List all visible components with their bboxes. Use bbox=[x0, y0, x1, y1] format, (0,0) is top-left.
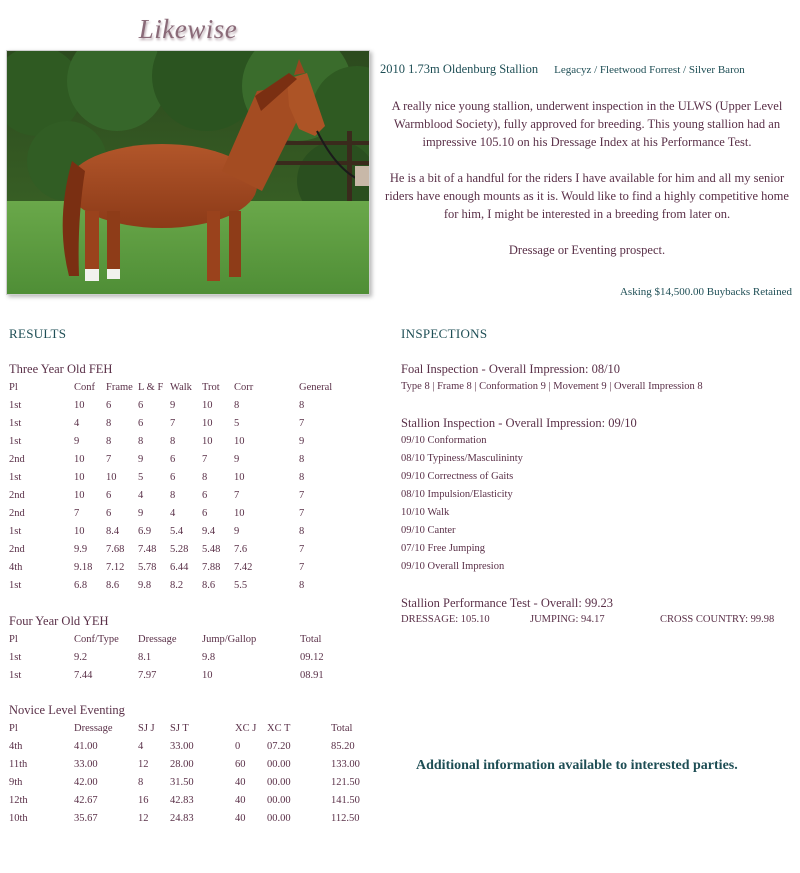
foal-inspection-scores: Type 8 | Frame 8 | Conformation 9 | Movement 9 | Overall Impression 8 bbox=[401, 381, 703, 392]
feh-cell: 9 bbox=[299, 435, 305, 447]
yeh-header-row bbox=[9, 630, 350, 648]
feh-cell: 2nd bbox=[9, 489, 25, 501]
results-heading: RESULTS bbox=[9, 326, 67, 341]
stallion-inspection-item: 09/10 Canter bbox=[401, 525, 456, 536]
yeh-cell: 09.12 bbox=[300, 651, 324, 663]
eventing-title: Novice Level Eventing bbox=[9, 703, 125, 717]
feh-cell: 8 bbox=[299, 471, 305, 483]
eventing-cell: 0 bbox=[235, 740, 241, 752]
yeh-cell: 8.1 bbox=[138, 651, 152, 663]
feh-row bbox=[9, 468, 349, 486]
eventing-cell: 28.00 bbox=[170, 758, 194, 770]
feh-cell: 6 bbox=[106, 399, 112, 411]
eventing-header-cell: SJ J bbox=[138, 722, 155, 734]
feh-cell: 10 bbox=[106, 471, 117, 483]
feh-cell: 10 bbox=[74, 489, 85, 501]
eventing-cell: 00.00 bbox=[267, 794, 291, 806]
feh-cell: 7 bbox=[299, 489, 305, 501]
feh-header-row bbox=[9, 378, 349, 396]
eventing-cell: 141.50 bbox=[331, 794, 360, 806]
feh-cell: 7 bbox=[234, 489, 240, 501]
feh-cell: 6.9 bbox=[138, 525, 152, 537]
performance-jumping: JUMPING: 94.17 bbox=[530, 614, 605, 625]
feh-cell: 5.48 bbox=[202, 543, 221, 555]
feh-cell: 8 bbox=[234, 399, 240, 411]
feh-cell: 8 bbox=[299, 453, 305, 465]
feh-cell: 7 bbox=[299, 561, 305, 573]
yeh-header-cell: Dressage bbox=[138, 633, 177, 645]
eventing-cell: 40 bbox=[235, 794, 246, 806]
stallion-inspection-item: 08/10 Typiness/Masculininty bbox=[401, 453, 523, 464]
yeh-row bbox=[9, 648, 350, 666]
eventing-cell: 40 bbox=[235, 812, 246, 824]
eventing-cell: 00.00 bbox=[267, 812, 291, 824]
feh-cell: 10 bbox=[234, 471, 245, 483]
feh-cell: 7 bbox=[74, 507, 80, 519]
feh-cell: 2nd bbox=[9, 507, 25, 519]
feh-cell: 8 bbox=[106, 417, 112, 429]
eventing-row bbox=[9, 809, 381, 827]
feh-row bbox=[9, 396, 349, 414]
feh-cell: 10 bbox=[74, 525, 85, 537]
eventing-cell: 12 bbox=[138, 812, 149, 824]
eventing-cell: 133.00 bbox=[331, 758, 360, 770]
eventing-header-row bbox=[9, 719, 381, 737]
yeh-title: Four Year Old YEH bbox=[9, 614, 109, 628]
feh-cell: 7.6 bbox=[234, 543, 248, 555]
yeh-header-cell: Conf/Type bbox=[74, 633, 119, 645]
eventing-cell: 35.67 bbox=[74, 812, 98, 824]
stallion-inspection-item: 10/10 Walk bbox=[401, 507, 450, 518]
eventing-header-cell: Dressage bbox=[74, 722, 113, 734]
feh-cell: 4th bbox=[9, 561, 23, 573]
yeh-cell: 1st bbox=[9, 669, 22, 681]
feh-cell: 9 bbox=[170, 399, 176, 411]
yeh-cell: 9.2 bbox=[74, 651, 88, 663]
horse-name-title: Likewise bbox=[138, 14, 238, 44]
eventing-cell: 12th bbox=[9, 794, 28, 806]
feh-cell: 9 bbox=[234, 453, 240, 465]
eventing-cell: 33.00 bbox=[170, 740, 194, 752]
eventing-cell: 16 bbox=[138, 794, 149, 806]
feh-cell: 4 bbox=[74, 417, 80, 429]
feh-header-cell: Pl bbox=[9, 381, 18, 393]
eventing-cell: 12 bbox=[138, 758, 149, 770]
feh-cell: 2nd bbox=[9, 453, 25, 465]
feh-cell: 10 bbox=[234, 507, 245, 519]
feh-cell: 8 bbox=[299, 579, 305, 591]
feh-cell: 9 bbox=[74, 435, 80, 447]
yeh-header-cell: Jump/Gallop bbox=[202, 633, 257, 645]
horse-photo bbox=[6, 50, 370, 295]
feh-cell: 8 bbox=[170, 489, 176, 501]
feh-cell: 8.2 bbox=[170, 579, 184, 591]
feh-cell: 7 bbox=[299, 417, 305, 429]
yeh-header-cell: Total bbox=[300, 633, 322, 645]
performance-cross-country: CROSS COUNTRY: 99.98 bbox=[660, 614, 775, 625]
feh-row bbox=[9, 540, 349, 558]
feh-cell: 9.18 bbox=[74, 561, 93, 573]
feh-row bbox=[9, 486, 349, 504]
feh-cell: 6 bbox=[138, 399, 144, 411]
feh-cell: 8 bbox=[202, 471, 208, 483]
eventing-cell: 112.50 bbox=[331, 812, 360, 824]
eventing-cell: 42.67 bbox=[74, 794, 98, 806]
eventing-header-cell: SJ T bbox=[170, 722, 189, 734]
feh-cell: 4 bbox=[170, 507, 176, 519]
feh-cell: 1st bbox=[9, 399, 22, 411]
feh-cell: 7.68 bbox=[106, 543, 125, 555]
feh-cell: 6 bbox=[202, 489, 208, 501]
feh-cell: 9.8 bbox=[138, 579, 152, 591]
feh-cell: 7 bbox=[170, 417, 176, 429]
feh-cell: 8 bbox=[299, 525, 305, 537]
performance-dressage: DRESSAGE: 105.10 bbox=[401, 614, 490, 625]
feh-cell: 4 bbox=[138, 489, 144, 501]
feh-cell: 10 bbox=[74, 471, 85, 483]
yeh-cell: 1st bbox=[9, 651, 22, 663]
eventing-table bbox=[9, 719, 381, 827]
feh-cell: 8.4 bbox=[106, 525, 120, 537]
description-paragraph-2: He is a bit of a handful for the riders I have available for him and all my senior riders have enough mounts as it is. Would like to find a highly competitive home for him, I might be interested in a breeding from later on. bbox=[385, 171, 789, 221]
feh-header-cell: Corr bbox=[234, 381, 254, 393]
yeh-row bbox=[9, 666, 350, 684]
eventing-cell: 4 bbox=[138, 740, 144, 752]
feh-cell: 10 bbox=[234, 435, 245, 447]
feh-cell: 6 bbox=[106, 507, 112, 519]
feh-cell: 9.9 bbox=[74, 543, 88, 555]
feh-cell: 8 bbox=[106, 435, 112, 447]
eventing-header-cell: XC T bbox=[267, 722, 291, 734]
feh-cell: 10 bbox=[202, 399, 213, 411]
eventing-cell: 24.83 bbox=[170, 812, 194, 824]
stallion-inspection-list bbox=[401, 432, 523, 576]
feh-row bbox=[9, 414, 349, 432]
feh-cell: 1st bbox=[9, 435, 22, 447]
yeh-header-cell: Pl bbox=[9, 633, 18, 645]
feh-cell: 7.42 bbox=[234, 561, 253, 573]
stallion-inspection-item: 07/10 Free Jumping bbox=[401, 543, 485, 554]
eventing-cell: 00.00 bbox=[267, 758, 291, 770]
eventing-cell: 121.50 bbox=[331, 776, 360, 788]
feh-header-cell: Walk bbox=[170, 381, 192, 393]
feh-cell: 1st bbox=[9, 525, 22, 537]
eventing-row bbox=[9, 791, 381, 809]
feh-header-cell: L & F bbox=[138, 381, 164, 393]
eventing-cell: 31.50 bbox=[170, 776, 194, 788]
additional-info-note: Additional information available to interested parties. bbox=[416, 758, 738, 773]
yeh-cell: 9.8 bbox=[202, 651, 216, 663]
feh-cell: 10 bbox=[74, 453, 85, 465]
eventing-row bbox=[9, 737, 381, 755]
eventing-cell: 33.00 bbox=[74, 758, 98, 770]
feh-cell: 7 bbox=[299, 543, 305, 555]
feh-cell: 5.5 bbox=[234, 579, 248, 591]
eventing-cell: 42.00 bbox=[74, 776, 98, 788]
feh-row bbox=[9, 450, 349, 468]
eventing-cell: 4th bbox=[9, 740, 23, 752]
eventing-cell: 9th bbox=[9, 776, 23, 788]
feh-cell: 6 bbox=[202, 507, 208, 519]
feh-header-cell: Conf bbox=[74, 381, 95, 393]
eventing-cell: 42.83 bbox=[170, 794, 194, 806]
feh-table bbox=[9, 378, 349, 594]
eventing-cell: 8 bbox=[138, 776, 144, 788]
description-paragraph-3: Dressage or Eventing prospect. bbox=[508, 243, 666, 257]
yeh-cell: 7.97 bbox=[138, 669, 157, 681]
feh-cell: 10 bbox=[202, 417, 213, 429]
eventing-cell: 00.00 bbox=[267, 776, 291, 788]
eventing-cell: 41.00 bbox=[74, 740, 98, 752]
description-paragraph-1: A really nice young stallion, underwent inspection in the ULWS (Upper Level Warmblood Society), fully approved for breeding. This young stallion had an impressive 105.10 on his Dressage Index at his Performance Test. bbox=[391, 99, 783, 149]
eventing-cell: 11th bbox=[9, 758, 28, 770]
yeh-cell: 10 bbox=[202, 669, 213, 681]
horse-info-header bbox=[380, 62, 794, 77]
feh-cell: 7 bbox=[299, 507, 305, 519]
stallion-inspection-item: 09/10 Overall Impresion bbox=[401, 561, 505, 572]
feh-cell: 6 bbox=[170, 453, 176, 465]
yeh-table bbox=[9, 630, 350, 684]
feh-cell: 8 bbox=[299, 399, 305, 411]
feh-row bbox=[9, 522, 349, 540]
feh-cell: 1st bbox=[9, 579, 22, 591]
feh-cell: 7.12 bbox=[106, 561, 125, 573]
stallion-inspection-title: Stallion Inspection - Overall Impression: 09/10 bbox=[401, 416, 637, 430]
feh-cell: 6 bbox=[138, 417, 144, 429]
feh-cell: 7.88 bbox=[202, 561, 221, 573]
feh-header-cell: Frame bbox=[106, 381, 133, 393]
feh-cell: 5.4 bbox=[170, 525, 184, 537]
feh-cell: 5.78 bbox=[138, 561, 157, 573]
eventing-header-cell: Pl bbox=[9, 722, 18, 734]
feh-cell: 6.8 bbox=[74, 579, 88, 591]
eventing-cell: 10th bbox=[9, 812, 28, 824]
yeh-cell: 08.91 bbox=[300, 669, 324, 681]
eventing-cell: 85.20 bbox=[331, 740, 355, 752]
feh-cell: 2nd bbox=[9, 543, 25, 555]
breed-line: 2010 1.73m Oldenburg Stallion bbox=[380, 62, 539, 76]
feh-title: Three Year Old FEH bbox=[9, 362, 113, 376]
feh-cell: 6 bbox=[106, 489, 112, 501]
eventing-cell: 60 bbox=[235, 758, 246, 770]
foal-inspection-title: Foal Inspection - Overall Impression: 08/10 bbox=[401, 362, 621, 376]
feh-cell: 6.44 bbox=[170, 561, 189, 573]
feh-cell: 9 bbox=[138, 453, 144, 465]
eventing-cell: 40 bbox=[235, 776, 246, 788]
feh-cell: 7 bbox=[202, 453, 208, 465]
yeh-cell: 7.44 bbox=[74, 669, 93, 681]
feh-row bbox=[9, 558, 349, 576]
feh-cell: 10 bbox=[74, 399, 85, 411]
feh-cell: 7 bbox=[106, 453, 112, 465]
feh-cell: 1st bbox=[9, 417, 22, 429]
feh-cell: 10 bbox=[202, 435, 213, 447]
eventing-row bbox=[9, 773, 381, 791]
eventing-header-cell: Total bbox=[331, 722, 353, 734]
feh-cell: 7.48 bbox=[138, 543, 157, 555]
feh-cell: 9 bbox=[234, 525, 240, 537]
pedigree: Legacyz / Fleetwood Forrest / Silver Baron bbox=[554, 64, 745, 76]
feh-cell: 8 bbox=[138, 435, 144, 447]
eventing-row bbox=[9, 755, 381, 773]
feh-header-cell: Trot bbox=[202, 381, 220, 393]
feh-header-cell: General bbox=[299, 381, 333, 393]
asking-price: Asking $14,500.00 Buybacks Retained bbox=[619, 286, 792, 298]
inspections-heading: INSPECTIONS bbox=[401, 326, 488, 341]
performance-test-title: Stallion Performance Test - Overall: 99.23 bbox=[401, 596, 614, 610]
stallion-inspection-item: 09/10 Correctness of Gaits bbox=[401, 471, 514, 482]
feh-cell: 9 bbox=[138, 507, 144, 519]
feh-row bbox=[9, 432, 349, 450]
stallion-inspection-item: 09/10 Conformation bbox=[401, 435, 487, 446]
feh-cell: 8.6 bbox=[202, 579, 216, 591]
stallion-inspection-item: 08/10 Impulsion/Elasticity bbox=[401, 489, 513, 500]
feh-cell: 9.4 bbox=[202, 525, 216, 537]
eventing-cell: 07.20 bbox=[267, 740, 291, 752]
feh-cell: 5 bbox=[138, 471, 144, 483]
feh-cell: 5.28 bbox=[170, 543, 189, 555]
feh-cell: 6 bbox=[170, 471, 176, 483]
feh-cell: 8.6 bbox=[106, 579, 120, 591]
feh-row bbox=[9, 576, 349, 594]
eventing-header-cell: XC J bbox=[235, 722, 257, 734]
feh-cell: 5 bbox=[234, 417, 240, 429]
feh-cell: 8 bbox=[170, 435, 176, 447]
feh-row bbox=[9, 504, 349, 522]
feh-cell: 1st bbox=[9, 471, 22, 483]
